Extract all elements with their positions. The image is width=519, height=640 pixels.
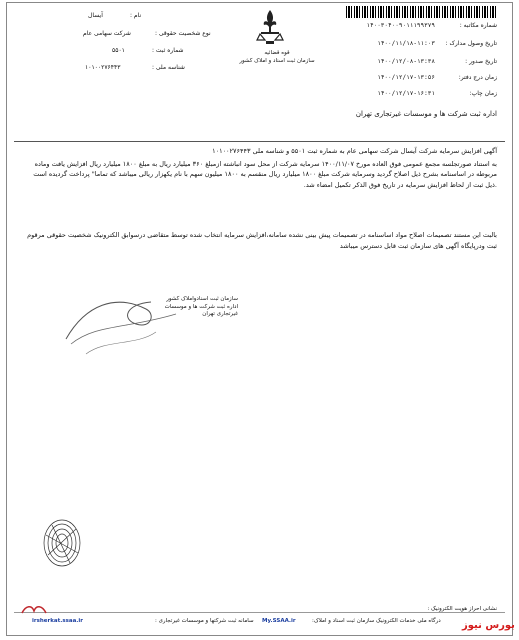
signature-line2: اداره ثبت شرکت ها و موسسات غیرتجاری تهران	[164, 303, 238, 317]
issued-label: تاریخ صدور :	[465, 58, 497, 65]
department-title: اداره ثبت شرکت ها و موسسات غیرتجاری تهران	[355, 110, 497, 118]
footer-divider	[14, 612, 505, 613]
notice-footer	[22, 230, 497, 253]
letter-no-label: شماره مکاتبه :	[459, 22, 497, 29]
signature-block	[148, 296, 238, 319]
portal-label: درگاه ملی خدمات الکترونیک سازمان ثبت اسناد و املاک:	[312, 618, 441, 624]
notice-attestation: بالبت این مستند تصمیمات اصلاح مواد اساسنامه در تصمیمات پیش بینی نشده سامانه،افزایش سرمایه انتخاب شده توسط متقاضی درسوابق الکترونیک شخصیت حقوقی مرقوم ثبت ودرپایگاه آگهی های سازمان ثبت قابل دسترس میباشد	[27, 231, 497, 250]
registered-label: زمان درج دفتر:	[458, 74, 497, 81]
ssaa-system-label: سامانه ثبت شرکتها و موسسات غیرتجاری :	[155, 618, 254, 624]
divider	[14, 141, 505, 142]
issued-row	[377, 58, 497, 65]
printed-date: ۱۴۰۰/۱۲/۱۷-۱۶:۳۱	[377, 90, 435, 97]
issued-date: ۱۴۰۰/۱۲/۰۸-۱۳:۳۸	[377, 58, 435, 65]
national-id-label: شناسه ملی :	[152, 64, 185, 71]
printed-label: زمان چاپ:	[469, 90, 497, 97]
entity-type-label: نوع شخصیت حقوقی :	[155, 30, 211, 37]
received-row	[377, 40, 497, 47]
left-logo-icon	[20, 603, 48, 617]
notice-body	[22, 146, 497, 192]
my-ssaa-link[interactable]: My.SSAA.ir	[262, 618, 296, 624]
seal-scribble-icon	[40, 515, 85, 570]
received-label: تاریخ وصول مدارک :	[445, 40, 497, 47]
name-value: آیسال	[88, 12, 103, 19]
printed-row	[377, 90, 497, 97]
national-id-value: ۱۰۱۰۰۲۷۶۴۴۳	[85, 64, 121, 71]
org-line1: قوه قضائیه	[264, 50, 290, 56]
entity-type-value: شرکت سهامی عام	[83, 30, 131, 37]
notice-paragraph: به استناد صورتجلسه مجمع عمومی فوق العاده مورخ ۱۴۰۰/۱۱/۰۷ سرمایه شرکت از محل سود انباشته ازمبلغ ۳۶۰ میلیارد ریال به مبلغ ۱۸۰۰ میلیارد ریال افزایش یافت وماده مربوطه در اساسنامه بشرح ذیل اصلاح گردید وسرمایه شرکت مبلغ ۱۸۰۰ میلیارد ریال منقسم به ۱۸۰۰ میلیون سهم با نام یکهزار ریالی میباشد که تماما" پرداخت گردیده است .ذیل ثبت از لحاظ افزایش سرمایه در تاریخ فوق الذکر تکمیل امضاء شد.	[33, 159, 497, 189]
bourse-news-watermark: بورس نیوز	[462, 620, 515, 631]
reg-no-value: ۵۵۰۱	[112, 47, 125, 54]
judiciary-emblem-icon	[255, 8, 285, 46]
registered-date: ۱۴۰۰/۱۲/۱۷-۱۳:۵۶	[377, 74, 435, 81]
org-line2: سازمان ثبت اسناد و املاک کشور	[239, 58, 315, 64]
letter-no: ۱۴۰۰۳۰۴۰۰۹۰۱۱۱۹۹۳۷۹	[366, 22, 435, 29]
authenticity-label: نشانی احراز هویت الکترونیک :	[427, 606, 497, 612]
name-label: نام :	[130, 12, 142, 19]
letter-no-row	[366, 22, 497, 29]
barcode	[346, 6, 496, 18]
received-date: ۱۴۰۰/۱۱/۱۸-۱۱:۰۳	[377, 40, 435, 47]
notice-heading: آگهی افزایش سرمایه شرکت آیسال شرکت سهامی عام به شماره ثبت ۵۵۰۱ و شناسه ملی ۱۰۱۰۰۲۷۶۴۴۳	[212, 147, 497, 155]
reg-no-label: شماره ثبت :	[152, 47, 184, 54]
registered-row	[377, 74, 497, 81]
irsherkat-link[interactable]: irsherkat.ssaa.ir	[32, 618, 83, 624]
signature-line1: سازمان ثبت اسنادواملاک کشور	[166, 296, 238, 302]
